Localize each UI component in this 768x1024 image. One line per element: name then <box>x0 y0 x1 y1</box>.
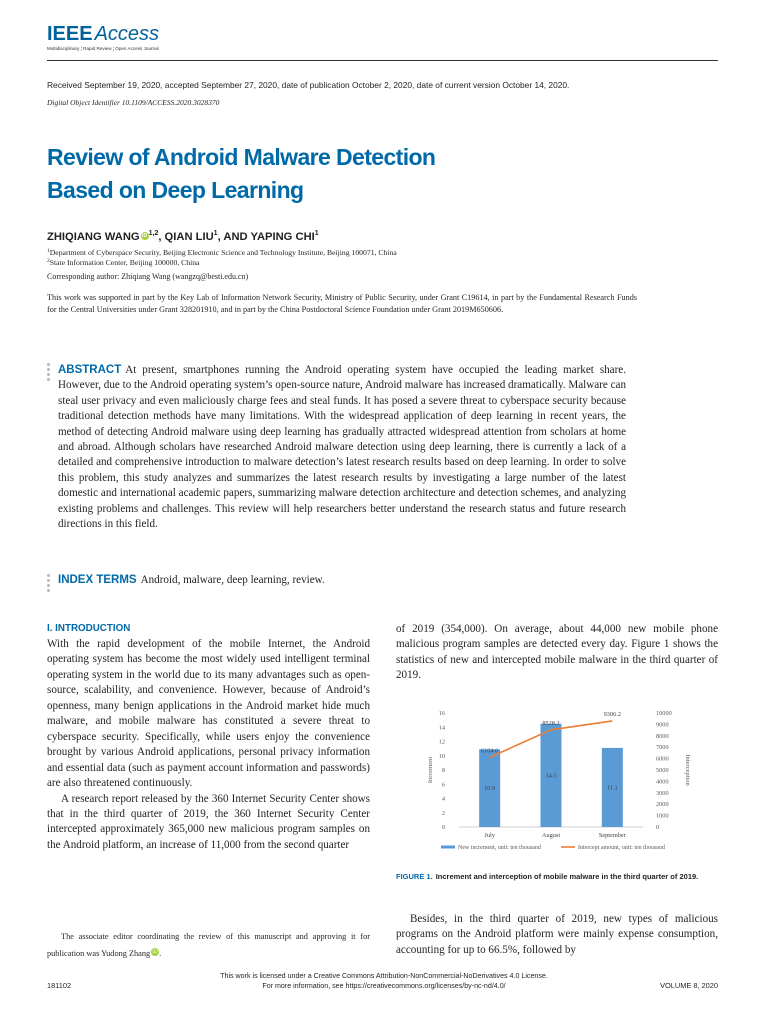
journal-name: IEEE Access <box>47 23 160 45</box>
y-axis-label: Increment <box>427 756 434 784</box>
editor-footnote: The associate editor coordinating the review of this manuscript and approving it for publication was Yudong Zhang iD. <box>47 932 370 958</box>
funding-statement: This work was supported in part by the Key Lab of Information Network Security, Ministry of Public Security, under Grant C19614, in part by the Fundamental Research Funds for the Central Universities under Grant 328201910, and in part by the China Postdoctoral Science Foundation under Grant 2019M650606. <box>47 293 637 314</box>
intro-paragraph-4: Besides, in the third quarter of 2019, new types of malicious programs on the Android platform were mainly expense consumption, accounting for up to 66.5%, followed by <box>396 913 718 956</box>
bar-data-label: 10.9 <box>484 785 496 793</box>
line-data-label: 9306.2 <box>603 710 621 718</box>
abstract <box>58 363 626 532</box>
y-tick-label: 2 <box>441 809 445 817</box>
x-tick-label: August <box>541 832 561 839</box>
page-number: 181102 <box>47 981 72 990</box>
y-tick-label: 14 <box>438 724 445 732</box>
header-rule <box>47 60 718 61</box>
x-tick-label: July <box>484 832 495 839</box>
y-tick-label: 4 <box>441 795 445 803</box>
author-2: , QIAN LIU <box>158 231 214 243</box>
y2-tick-label: 7000 <box>656 744 669 752</box>
affiliation-1-number: 1 <box>47 248 50 254</box>
intro-paragraph-2: A research report released by the 360 Internet Security Center shows that in the third quarter of 2019, the 360 Internet Security Center intercepted approximately 365,000 new malicious program samples on the Android platform, an increase of 11,000 from the second quarter <box>47 792 370 851</box>
index-terms <box>58 574 325 586</box>
figure-1-label: FIGURE 1. <box>396 872 433 881</box>
right-column-top <box>396 622 718 684</box>
journal-logo <box>47 24 159 51</box>
legend-label-line: Intercept amount, unit: ten thousand <box>578 845 665 851</box>
author-1-affil: 1,2 <box>148 230 159 237</box>
y2-tick-label: 9000 <box>656 721 669 729</box>
journal-tagline: Multidisciplinary ¦ Rapid Review ¦ Open Access Journal <box>47 46 159 51</box>
volume-label: VOLUME 8, 2020 <box>660 981 718 990</box>
affiliation-1 <box>47 248 397 257</box>
corresponding-author: Corresponding author: Zhiqiang Wang (wangzq@besti.edu.cn) <box>47 272 249 281</box>
y2-tick-label: 0 <box>656 824 660 831</box>
index-terms-text: Android, malware, deep learning, review. <box>140 574 325 586</box>
y2-tick-label: 6000 <box>656 755 669 763</box>
figure-1-caption <box>396 872 718 883</box>
author-2-affil: 1 <box>213 230 218 237</box>
section-heading-introduction: I. INTRODUCTION <box>47 623 131 634</box>
y2-tick-label: 2000 <box>656 801 669 809</box>
y-tick-label: 16 <box>438 710 445 717</box>
author-3-affil: 1 <box>314 230 319 237</box>
figure-1-chart <box>421 703 721 855</box>
license-line-1: This work is licensed under a Creative Commons Attribution-NonCommercial-NoDerivatives 4.0 License. <box>220 972 548 980</box>
affiliation-2 <box>47 258 200 267</box>
title-line-2: Based on Deep Learning <box>47 177 304 203</box>
y2-tick-label: 4000 <box>656 778 669 786</box>
editor-orcid-icon[interactable]: iD <box>152 949 158 955</box>
index-terms-label: INDEX TERMS <box>58 574 137 586</box>
paper-title <box>47 141 607 207</box>
bar-data-label: 14.5 <box>545 772 557 780</box>
y-tick-label: 6 <box>441 781 445 789</box>
title-line-1: Review of Android Malware Detection <box>47 144 436 170</box>
y2-tick-label: 10000 <box>656 710 672 717</box>
y2-tick-label: 8000 <box>656 732 669 740</box>
license-link[interactable]: For more information, see https://creativecommons.org/licenses/by-nc-nd/4.0/ <box>262 981 506 990</box>
y2-tick-label: 3000 <box>656 789 669 797</box>
y2-axis-label: Interception <box>684 754 691 786</box>
index-terms-marker-icon <box>47 574 50 594</box>
intro-paragraph-3: of 2019 (354,000). On average, about 44,000 new mobile phone malicious program samples are detected every day. Figure 1 shows the statistics of new and intercepted mobile malware in the third quarter of 2019. <box>396 623 718 682</box>
y-tick-label: 12 <box>438 738 445 746</box>
line-data-label: 8528.2 <box>542 719 560 727</box>
affiliation-2-number: 2 <box>47 258 50 264</box>
right-column-bottom <box>396 912 718 958</box>
orcid-icon[interactable]: iD <box>141 233 148 239</box>
y-tick-label: 0 <box>441 824 445 831</box>
y2-tick-label: 1000 <box>656 812 669 820</box>
abstract-marker-icon <box>47 363 50 383</box>
author-1: ZHIQIANG WANG <box>47 231 140 243</box>
affiliation-1-text: Department of Cyberspace Security, Beijing Electronic Science and Technology Institute, Beijing 100071, China <box>49 248 397 257</box>
doi: Digital Object Identifier 10.1109/ACCESS.2020.3028370 <box>47 98 220 107</box>
abstract-text: At present, smartphones running the Android operating system have occupied the leading market share. However, due to the Android operating system’s open-source nature, Android malware has increased dramatically. Malware can steal user privacy and even maliciously charge fees and steal funds. It has posed a severe threat to cyberspace security because traditional detection methods have many limitations. With the widespread application of deep learning in recent years, the method of detecting Android malware using deep learning has gradually attracted widespread attention from scholars at home and abroad. Although scholars have researched Android malware detection using deep learning, there is currently a lack of a detailed and comprehensive introduction to malware detection’s latest research results based on deep learning. In order to solve this problem, this study analyzes and summarizes the latest research results by investigating a large number of the latest domestic and international academic papers, summarizing malware detection architecture and detection schemes, and analyzing existing problems and challenges. This review will help researchers better understand the research status and future research directions in this field. <box>58 364 626 531</box>
bar-data-label: 11.1 <box>606 784 618 792</box>
y-tick-label: 10 <box>438 752 445 760</box>
affiliation-2-text: State Information Center, Beijing 100000, China <box>49 258 200 267</box>
legend-label-bar: New increment, unit: ten thousand <box>458 845 541 851</box>
line-data-label: 6104.6 <box>481 747 499 755</box>
y-tick-label: 8 <box>441 767 445 774</box>
abstract-label: ABSTRACT <box>58 364 122 376</box>
author-list <box>47 230 319 243</box>
y2-tick-label: 5000 <box>656 767 669 774</box>
figure-1-caption-text: Increment and interception of mobile malware in the third quarter of 2019. <box>435 872 699 881</box>
x-tick-label: September <box>598 832 626 839</box>
editor-footnote-text: The associate editor coordinating the review of this manuscript and approving it for publication was Yudong Zhang <box>47 932 370 958</box>
intro-paragraph-1: With the rapid development of the mobile Internet, the Android operating system has become the most widely used intelligent terminal operating system in the world due to its many advantages such as open-source, scalability, and convenience. However, because of Android’s openness, many benign applications in the Android market hide much malware, and mobile malware has constituted a severe threat to cyberspace security. Specifically, while users enjoy the convenience brought by various Android applications, personal privacy information and essential data (such as payment account information and passwords) are also threatened continuously. <box>47 638 370 790</box>
license-notice <box>0 972 768 991</box>
received-dates: Received September 19, 2020, accepted September 27, 2020, date of publication October 2, 2020, date of current version October 14, 2020. <box>47 80 570 90</box>
left-column <box>47 637 370 853</box>
author-3: , AND YAPING CHI <box>217 231 315 243</box>
